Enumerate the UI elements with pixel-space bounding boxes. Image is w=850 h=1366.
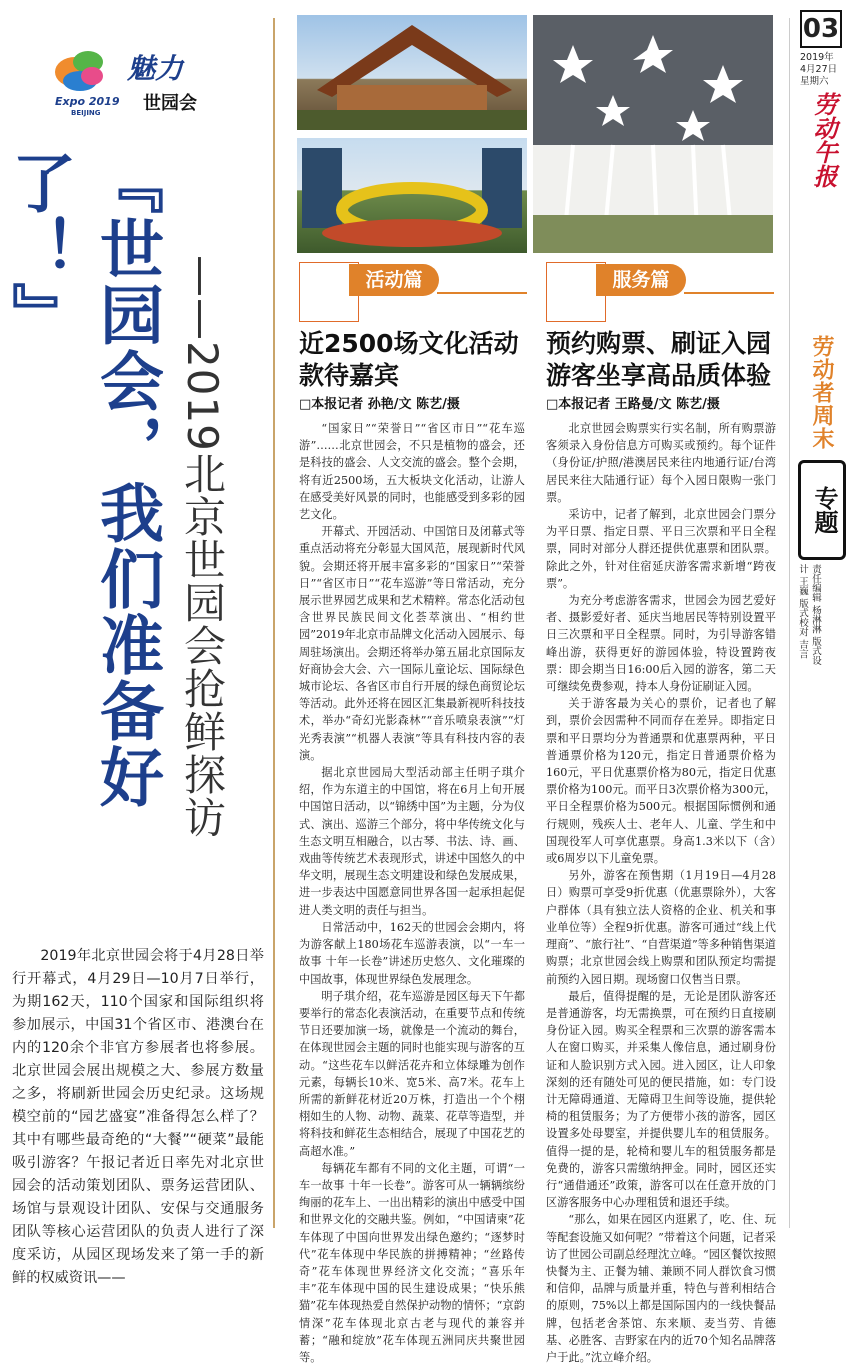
article1-paragraph: 开幕式、开园活动、中国馆日及闭幕式等重点活动将充分彰显大国风范，展现新时代风貌。会期还将开展丰富多彩的“国家日”“荣誉日”“省区市日”“花车巡游”等日常活动，充分展示世界园艺成果和艺术精粹。常态化活动包含世界民族民间文化荟萃演出、“相约世园”2019年北京市品牌文化活动入园展示、每周驻场演出。会期还将举办第五届北京国际友好商协会大会、六一国际儿童论坛、国际绿色城市论坛、各省区市自行开展的绿色商贸论坛等活动。此外还将在园区汇集最新视听科技技术，举办“奇幻光影森林”“音乐喷泉表演”“灯光秀表演”“机器人表演”等具有科技内容的表演。 (299, 525, 525, 762)
logo-main-text: 魅力 (127, 52, 184, 85)
left-column-divider (273, 18, 275, 1228)
page-weekday: 星期六 (800, 76, 829, 87)
expo-logo (55, 45, 225, 125)
logo-sub-text: 世园会 (143, 93, 197, 114)
logo-petal-pink (81, 67, 103, 85)
page-date-year: 2019年 (800, 52, 834, 63)
article1-body (299, 420, 525, 1366)
photo-star-canopy (533, 15, 773, 253)
article2-paragraph: 采访中，记者了解到，北京世园会门票分为平日票、指定日票、平日三次票和平日全程票，同时对部分人群还提供优惠票和团队票。除此之外，针对住宿延庆游客需求新增“跨夜票”。 (546, 508, 776, 590)
logo-city-text: BEIJING (71, 109, 101, 117)
feature-intro: 2019年北京世园会将于4月28日举行开幕式，4月29日—10月7日举行，为期162天，110个国家和国际组织将参加展示，中国31个省区市、港澳台在内的120余个非官方参展者也将参展。北京世园会展出规模之大、参展方数量之多，将刷新世园会历史纪录。这场规模空前的“园艺盛宴”准备得怎么样了？其中有哪些最奇绝的“大餐”“硬菜”最能吸引游客？午报记者近日率先对北京世园会的活动策划团队、票务运营团队、场馆与景观设计团队、安保与交通服务团队等核心运营团队的负责人进行了深度采访，从园区现场发来了第一手的新鲜的权威资讯—— (12, 948, 264, 1286)
paper-masthead: 劳动午报 (809, 92, 838, 188)
credit-editor: 责任编辑 杨淋淋 (810, 564, 821, 634)
yellow-ring-shape (297, 138, 527, 253)
section-tag-services (546, 262, 774, 302)
pavilion-roof-shape (297, 15, 527, 130)
article1-paragraph: 据北京世园局大型活动部主任明子琪介绍，作为东道主的中国馆，将在6月上旬开展中国馆日活动，以“锦绣中国”为主题，分为仪式、演出、巡游三个部分，将中华传统文化与生态文明互相融合，以古琴、书法、诗、画、戏曲等传统艺术表现形式，讲述中国悠久的中华文明，展现生态文明建设和绿色发展成果，进一步表达中国愿意同世界各国一起承担起促进人类文明的责任与担当。 (299, 766, 525, 917)
article2-paragraph: 北京世园会购票实行实名制，所有购票游客须录入身份信息方可购买或预约。每个证件（身份证/护照/港澳居民来往内地通行证/台湾居民来往大陆通行证）每个入园日限购一张门票。 (546, 422, 776, 504)
page-credits (796, 564, 822, 674)
article2-byline: □本报记者 王路曼/文 陈艺/摄 (546, 397, 720, 412)
right-column-divider (789, 18, 790, 1228)
credit-designer: 版式设计 王巍 (797, 564, 821, 666)
section-label-services: 服务篇 (596, 264, 686, 296)
canopy-shape (533, 15, 773, 253)
feature-subtitle: ——2019北京世园会抢鲜探访 (178, 255, 227, 839)
section-rule-activities (437, 292, 527, 294)
article1-paragraph: 明子琪介绍，花车巡游是园区每天下午都要举行的常态化表演活动，在重要节点和传统节日还要加演一场，就像是一个流动的舞台，在体现世园会主题的同时也能实现与游客的互动。“这些花车以鲜活花卉和立体绿雕为创作元素，每辆长10米、宽5米、高7米。花车上所需的新鲜花材近20万株，打造出一个个栩栩如生的人物、动物、蔬菜、花草等造型，并将科技和鲜花生态相结合，展现了中国花艺的高超水准。” (299, 989, 525, 1158)
photo-china-pavilion (297, 15, 527, 130)
article2-paragraph: 最后，值得提醒的是，无论是团队游客还是普通游客，均无需换票，可在预约日直接刷身份证入园。购买全程票和三次票的游客需本人在窗口购买，并采集人像信息，通过刷身份证和人脸识别方式入园。进入园区，让人印象深刻的还有随处可见的便民措施，如：专门设计无障碍通道、无障碍卫生间等设施，提供轮椅的租赁服务；为了方便带小孩的游客，园区设置多处母婴室，并提供婴儿车的租赁服务。值得一提的是，轮椅和婴儿车的租赁服务都是免费的，游客只需缴纳押金。同时，园区还实行“通借通还”政策，游客可以在任意开放的门区游客服务中心办理租赁和退还手续。 (546, 989, 776, 1210)
article2-paragraph: 另外，游客在预售期（1月19日—4月28日）购票可享受9折优惠（优惠票除外），大客户群体（具有独立法人资格的企业、机关和事业单位等）全程9折优惠。游客可通过“线上代理商”、“旅行社”、“自营渠道”等多种销售渠道购票；北京世园会线上购票和团队预定均需提前预约入园日期。现场窗口仅售当日票。 (546, 869, 776, 986)
section-rule-services (684, 292, 774, 294)
section-label-activities: 活动篇 (349, 264, 439, 296)
photo-garden-sculpture (297, 138, 527, 253)
article2-paragraph: “那么，如果在园区内逛累了，吃、住、玩等配套设施又如何呢？”带着这个问题，记者采访了世园公司副总经理沈立峰。“园区餐饮按照快餐为主、正餐为辅、兼顾不同人群饮食习惯和信仰，品牌与质量并重，特色与普利相结合的原则，75%以上都是国际国内的一线快餐品牌，包括老舍茶馆、东来顺、麦当劳、肯德基、必胜客、吉野家在内的近70个知名品牌落户于此。”沈立峰介绍。 (546, 1213, 776, 1364)
article1-paragraph: 日常活动中，162天的世园会会期内，将为游客献上180场花车巡游表演，以“一车一故事 十年一长卷”讲述历史悠久、文化璀璨的中国故事，体现世界绿色发展理念。 (299, 920, 525, 986)
article1-paragraph: 每辆花车都有不同的文化主题，可谓“一车一故事 十年一长卷”。游客可从一辆辆缤纷绚丽的花车上、一出出精彩的演出中感受中国和世界文化的交融共鉴。例如，“中国请柬”花车体现了中国向世界发出绿色邀约；“逐梦时代”花车体现中华民族的拼搏精神；“丝路传奇”花车体现世界经济文化交流；“喜乐年丰”花车体现中国的民生建设成果；“快乐熊猫”花车体现热爱自然保护动物的情怀；“京韵情深”花车体现北京古老与现代的兼容并蓄；“融和绽放”花车体现五洲同庆共聚世园等。 (299, 1161, 525, 1364)
section-tag-activities (299, 262, 527, 302)
logo-expo-text: Expo 2019 (55, 95, 120, 108)
article2-body (546, 420, 776, 1366)
article1-paragraph: “国家日”“荣誉日”“省区市日”“花车巡游”……北京世园会，不只是植物的盛会，还是科技的盛会、人文交流的盛会。整个会期，将有近2500场，五大板块文化活动，让游人在感受美好风景的同时，也能感受到多彩的园艺文化。 (299, 422, 525, 522)
page-number: 03 (800, 10, 842, 48)
article2-headline: 预约购票、刷证入园游客坐享高品质体验 (546, 329, 772, 390)
credit-proofreader: 版式校对 吉言 (797, 598, 808, 659)
article2-paragraph: 关于游客最为关心的票价，记者也了解到，票价会因需种不同而存在差异。即指定日票和平日票均分为普通票和优惠票两种，平日普通票价格为120元，指定日普通票价格为160元，平日优惠票价格为80元，指定日优惠票价格为100元。而平日3次票价格为300元，平日全程票价格为500元。根据国际惯例和通行规则，残疾人士、老年人、儿童、学生和中国现役军人可享优惠票。身高1.3米以下（含）或6周岁以下儿童免票。 (546, 697, 776, 866)
article1-headline: 近2500场文化活动款待嘉宾 (299, 329, 519, 390)
page-date-day: 4月27日 (800, 64, 838, 75)
topic-badge: 专题 (798, 460, 846, 560)
feature-title: 『世园会，我们准备好了！』 (1, 150, 163, 810)
section-name: 劳动者周末 (809, 335, 834, 450)
article1-byline: □本报记者 孙艳/文 陈艺/摄 (299, 397, 460, 412)
article2-paragraph: 为充分考虑游客需求，世园会为园艺爱好者、摄影爱好者、延庆当地居民等特别设置平日三次票和平日全程票。同时，为引导游客错峰出游，获得更好的游园体验，特设置跨夜票：即会期当日16:00后入园的游客，第二天可继续免费参观，持本人身份证刷证入园。 (546, 594, 776, 694)
